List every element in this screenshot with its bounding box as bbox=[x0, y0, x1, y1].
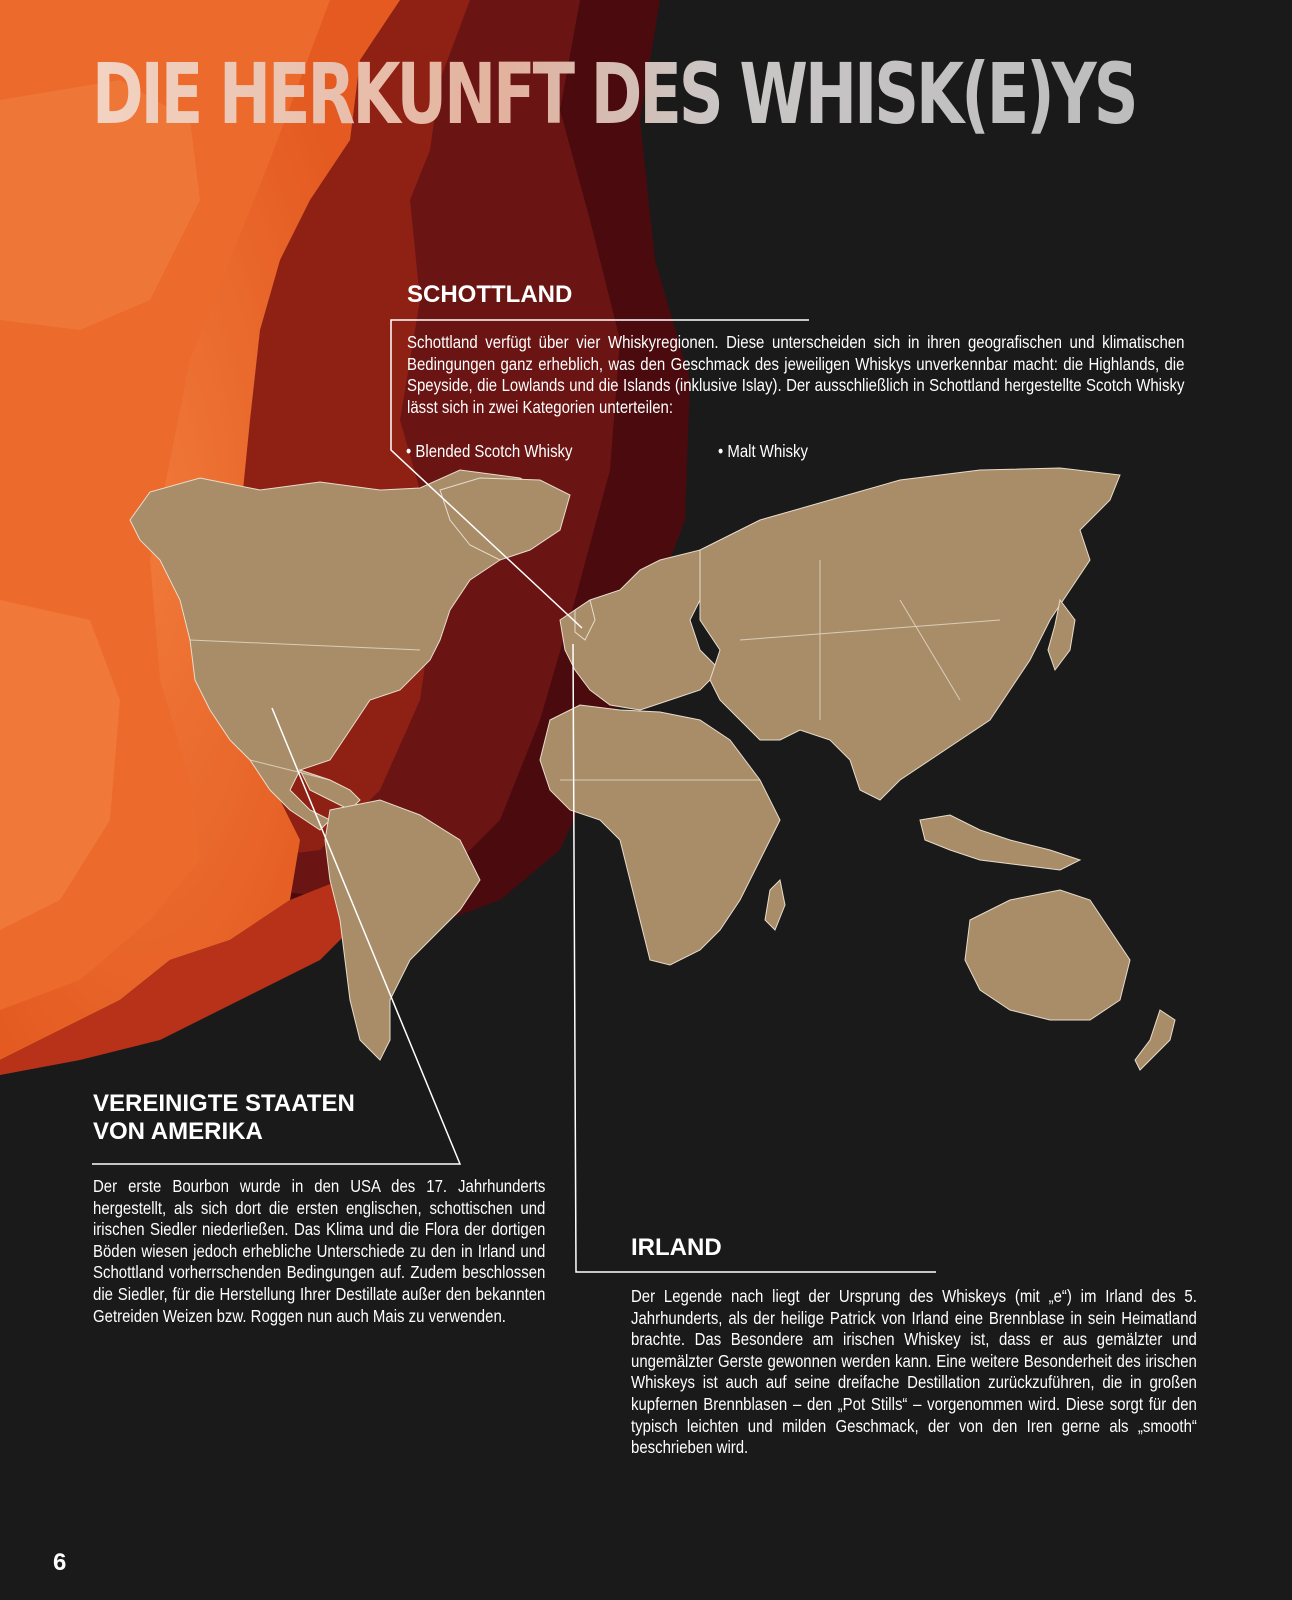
usa-heading-line2: VON AMERIKA bbox=[93, 1118, 263, 1145]
scotland-bullet-blended: • Blended Scotch Whisky bbox=[406, 441, 573, 461]
usa-heading-line1: VEREINIGTE STAATEN bbox=[93, 1090, 355, 1117]
australia-land bbox=[965, 890, 1130, 1020]
africa-land bbox=[540, 705, 780, 965]
usa-heading bbox=[93, 1090, 355, 1146]
usa-text: Der erste Bourbon wurde in den USA des 17. Jahrhunderts hergestellt, als sich dort die ersten englischen, schottischen und irischen Siedler niederließen. Das Klima und die Flora der dortigen Böden wiesen jedoch erhebliche Unterschiede zu den in Irland und Schottland vorherrschenden Bedingungen auf. Zudem beschlossen die Siedler, für die Herstellung Ihrer Destillate außer den bekannten Getreiden Weizen bzw. Roggen nun auch Mais zu verwenden. bbox=[93, 1176, 546, 1326]
central-america-land bbox=[300, 770, 360, 810]
scotland-heading: SCHOTTLAND bbox=[407, 281, 573, 308]
scotland-bullet-malt: • Malt Whisky bbox=[718, 441, 809, 461]
ireland-heading: IRLAND bbox=[631, 1234, 722, 1261]
page-number: 6 bbox=[53, 1549, 67, 1576]
madagascar-land bbox=[765, 880, 785, 930]
page-title: DIE HERKUNFT DES WHISK(E)YS bbox=[92, 45, 1136, 143]
south-america-land bbox=[325, 800, 480, 1060]
scotland-text: Schottland verfügt über vier Whiskyregionen. Diese unterscheiden sich in ihren geografischen und klimatischen Bedingungen ganz erheblich, was den Geschmack des jeweiligen Whiskys unverkennbar macht: die Highlands, die Speyside, die Lowlands und die Islands (inklusive Islay). Der ausschließlich in Schottland hergestellte Scotch Whisky lässt sich in zwei Kategorien unterteilen: bbox=[407, 332, 1185, 417]
southeast-asia-islands-land bbox=[920, 815, 1080, 870]
new-zealand-land bbox=[1135, 1010, 1175, 1070]
ireland-text: Der Legende nach liegt der Ursprung des Whiskeys (mit „e“) im Irland des 5. Jahrhunderts, als der heilige Patrick von Irland eine Brennblase in sein Heimatland brachte. Das Besondere am irischen Whiskey ist, dass er aus gemälzter und ungemälzter Gerste gewonnen werden kann. Eine weitere Besonderheit des irischen Whiskeys ist auch auf seine dreifache Destillation zurückzuführen, die in großen kupfernen Brennblasen – den „Pot Stills“ – vorgenommen wird. Diese sorgt für den typisch leichten und milden Geschmack, der von den Iren gerne als „smooth“ beschrieben wird. bbox=[631, 1286, 1197, 1458]
